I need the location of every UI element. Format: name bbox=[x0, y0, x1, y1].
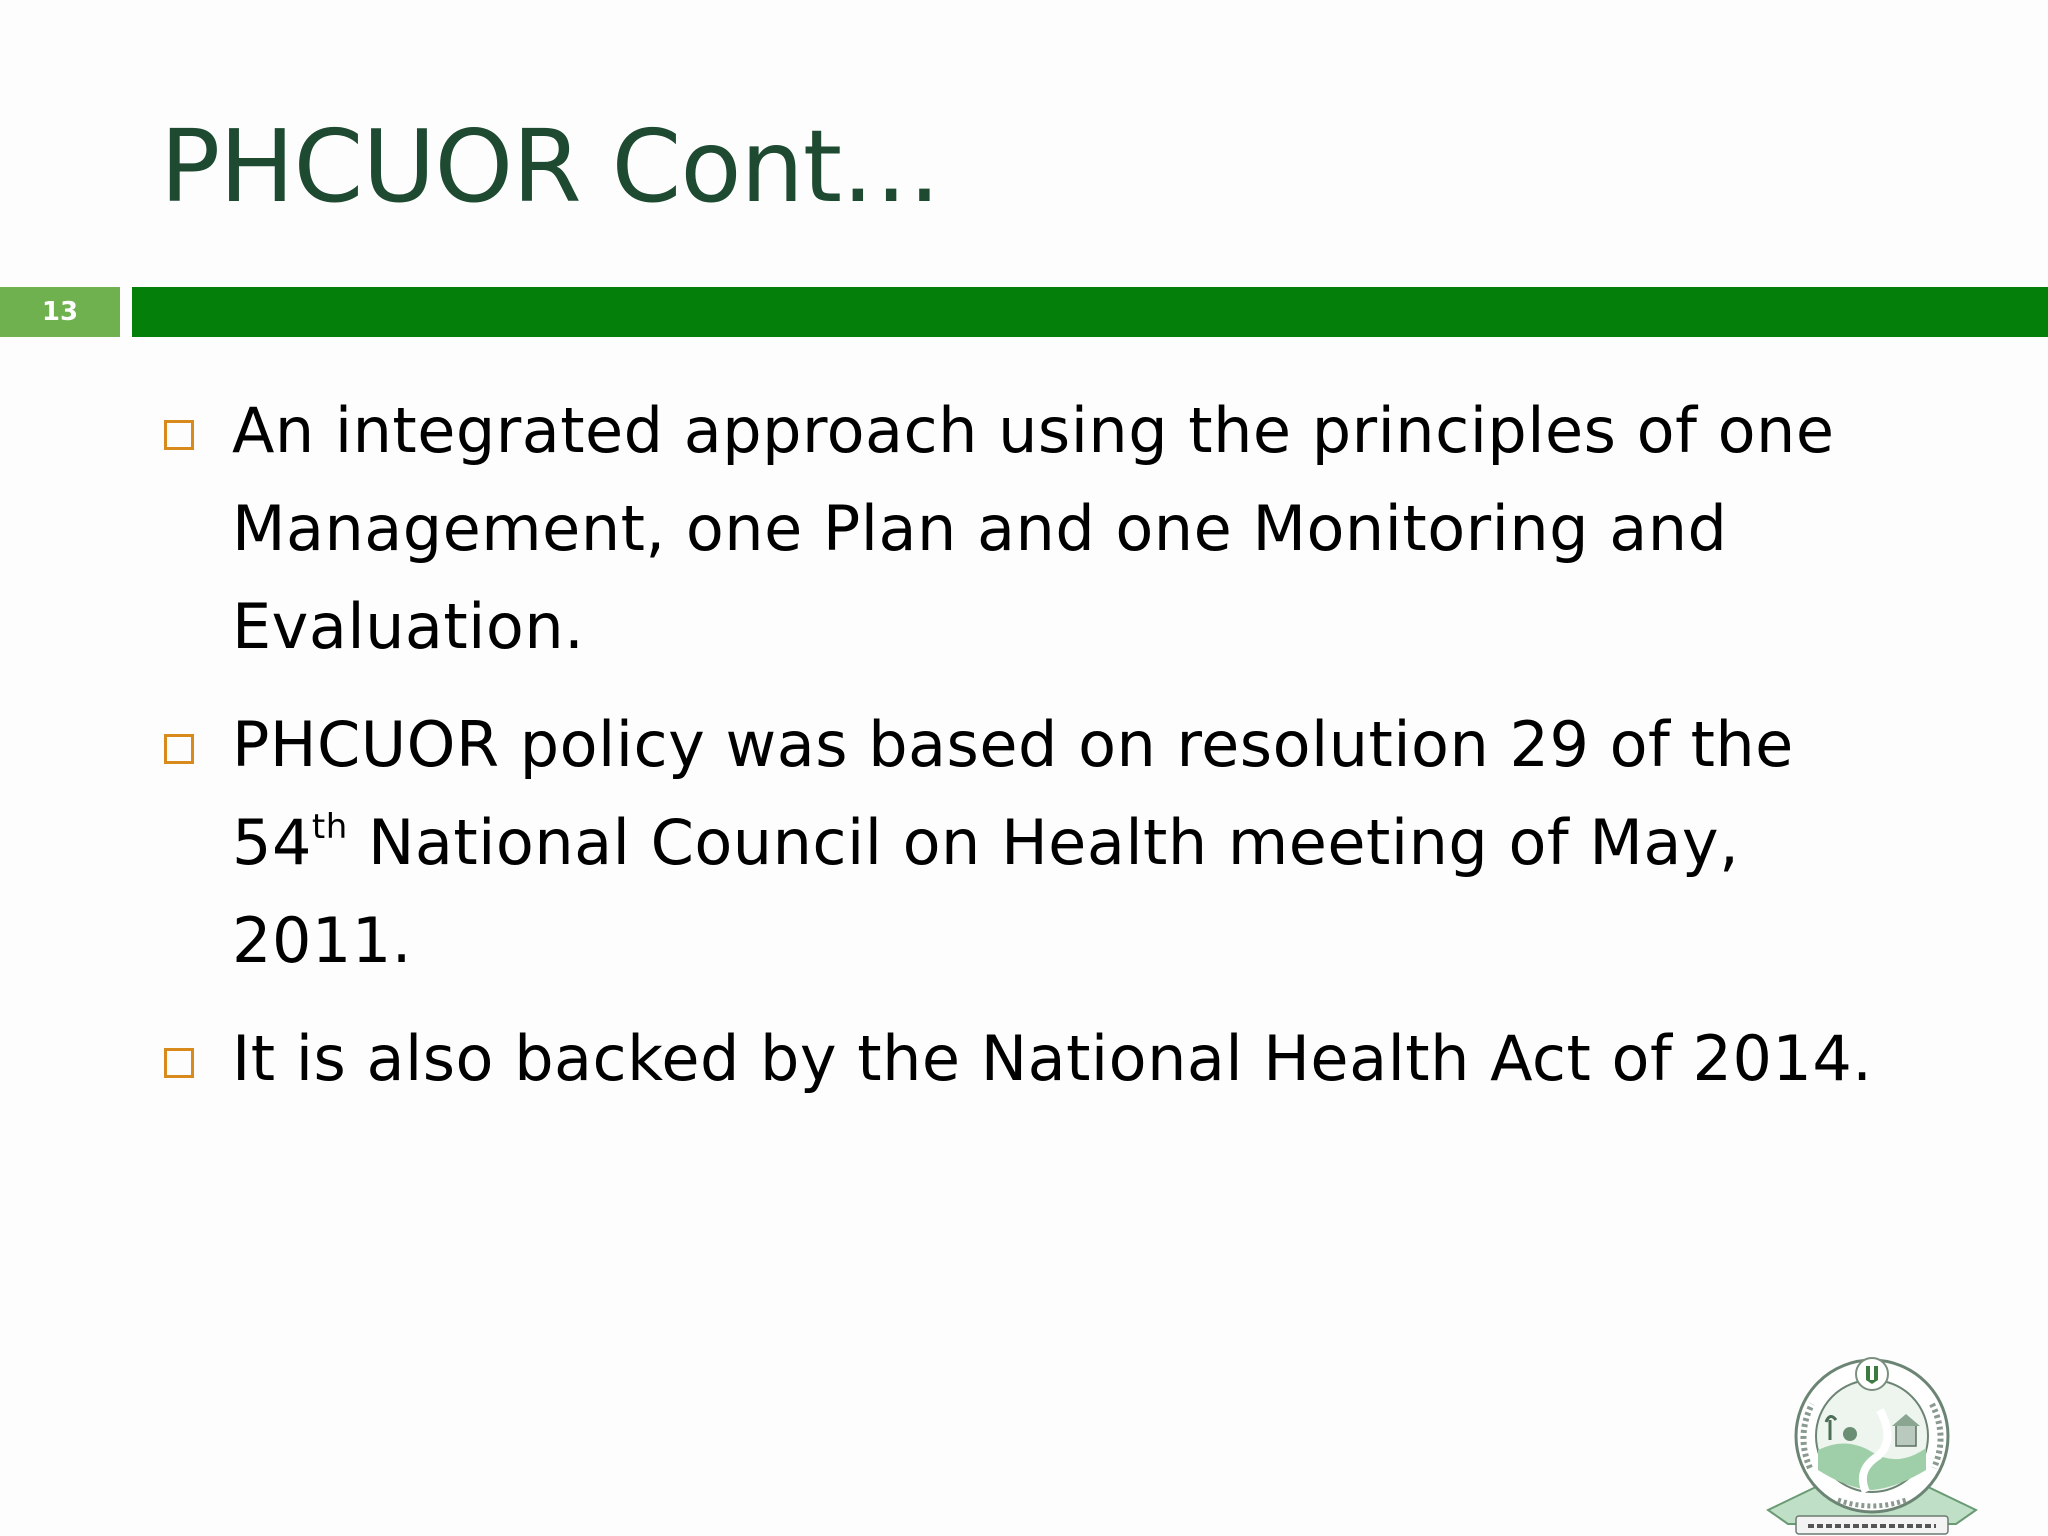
ordinal-superscript: th bbox=[311, 807, 348, 847]
slide-number: 13 bbox=[0, 287, 120, 337]
bullet-text: It is also backed by the National Health Act of 2014. bbox=[232, 1022, 1873, 1095]
hollow-square-icon bbox=[164, 1048, 194, 1078]
title-divider-bar bbox=[132, 287, 2048, 337]
slide-title: PHCUOR Cont… bbox=[160, 108, 941, 225]
bullet-text-start: PHCUOR policy was based on resolution 29 of the 54 bbox=[232, 708, 1794, 879]
hollow-square-icon bbox=[164, 420, 194, 450]
bullet-text-end: National Council on Health meeting of May, 2011. bbox=[232, 806, 1740, 977]
bullet-item bbox=[160, 696, 1920, 990]
hollow-square-icon bbox=[164, 734, 194, 764]
bullet-list bbox=[160, 382, 1920, 1128]
nphcda-seal-icon bbox=[1756, 1340, 1988, 1536]
bullet-item bbox=[160, 1010, 1920, 1108]
bullet-text: An integrated approach using the principles of one Management, one Plan and one Monitoring and Evaluation. bbox=[232, 394, 1835, 663]
bullet-item bbox=[160, 382, 1920, 676]
